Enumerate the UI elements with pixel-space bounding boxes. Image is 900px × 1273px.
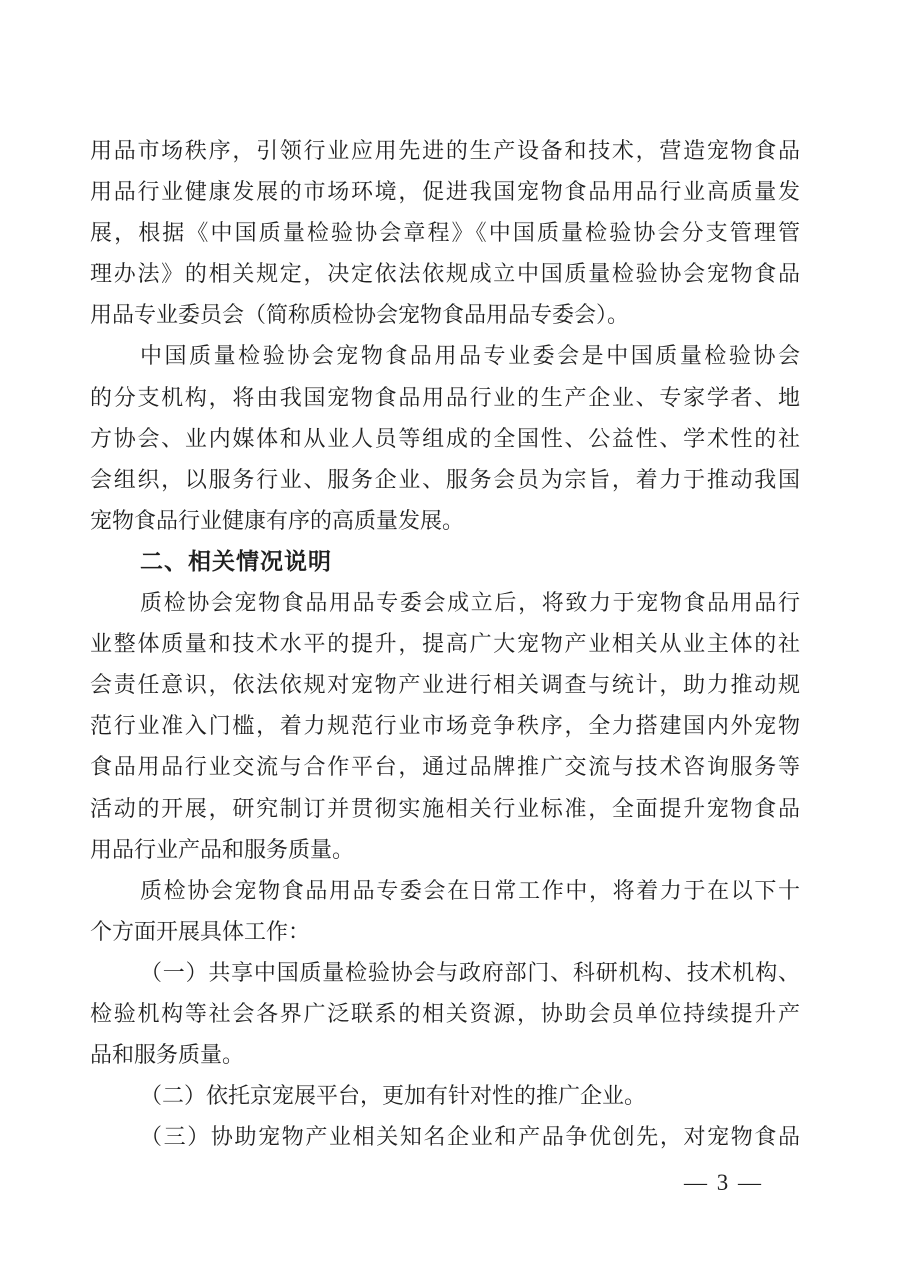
text-line: 用品行业健康发展的市场环境，促进我国宠物食品用品行业高质量发 [90, 179, 800, 205]
text-line: 的分支机构，将由我国宠物食品用品行业的生产企业、专家学者、地 [90, 384, 800, 410]
text-line: 会责任意识，依法依规对宠物产业进行相关调查与统计，助力推动规 [90, 672, 800, 698]
text-line: 展，根据《中国质量检验协会章程》《中国质量检验协会分支管理管 [90, 220, 800, 246]
text-line: 宠物食品行业健康有序的高质量发展。 [90, 507, 465, 533]
text-line: 活动的开展，研究制订并贯彻实施相关行业标准，全面提升宠物食品 [90, 795, 800, 821]
text-line: 会组织，以服务行业、服务企业、服务会员为宗旨，着力于推动我国 [90, 466, 800, 492]
text-line: （一）共享中国质量检验协会与政府部门、科研机构、技术机构、 [140, 959, 800, 985]
text-line: （二）依托京宠展平台，更加有针对性的推广企业。 [140, 1083, 647, 1109]
text-line: 质检协会宠物食品用品专委会在日常工作中，将着力于在以下十 [140, 877, 800, 903]
text-line: 质检协会宠物食品用品专委会成立后，将致力于宠物食品用品行 [140, 590, 800, 616]
page-number: — 3 — [684, 1170, 763, 1195]
page-footer [90, 1170, 763, 1196]
text-line: 中国质量检验协会宠物食品用品专业委会是中国质量检验协会 [140, 343, 800, 369]
text-line: 业整体质量和技术水平的提升，提高广大宠物产业相关从业主体的社 [90, 631, 800, 657]
text-line: 品和服务质量。 [90, 1042, 245, 1068]
text-line: （三）协助宠物产业相关知名企业和产品争优创先，对宠物食品 [140, 1124, 800, 1150]
text-line: 用品市场秩序，引领行业应用先进的生产设备和技术，营造宠物食品 [90, 138, 800, 163]
text-line: 范行业准入门槛，着力规范行业市场竞争秩序，全力搭建国内外宠物 [90, 713, 800, 739]
text-line: 个方面开展具体工作： [90, 918, 311, 944]
text-line: 食品用品行业交流与合作平台，通过品牌推广交流与技术咨询服务等 [90, 754, 800, 780]
text-line: 用品专业委员会（简称质检协会宠物食品用品专委会）。 [90, 302, 630, 328]
text-line: 理办法》的相关规定，决定依法依规成立中国质量检验协会宠物食品 [90, 261, 800, 287]
body-text [90, 130, 800, 1157]
text-line: 方协会、业内媒体和从业人员等组成的全国性、公益性、学术性的社 [90, 425, 800, 451]
text-line: 检验机构等社会各界广泛联系的相关资源，协助会员单位持续提升产 [90, 1000, 800, 1026]
section-heading: 二、相关情况说明 [140, 547, 332, 574]
text-line: 用品行业产品和服务质量。 [90, 836, 355, 862]
